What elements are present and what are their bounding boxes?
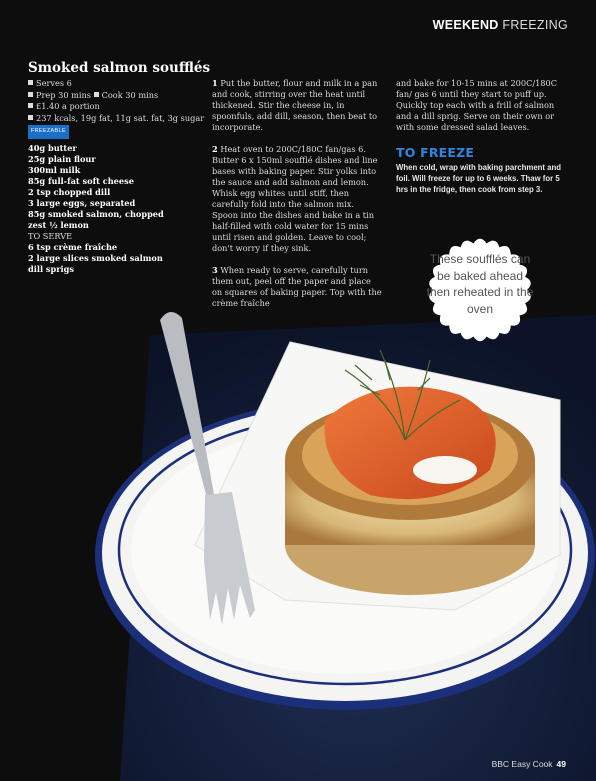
- bullet-icon: [28, 115, 33, 120]
- method-step: 3 When ready to serve, carefully turn them out, peel off the paper and place on squares of baking paper. Top with the crème fraîche: [212, 265, 382, 308]
- method-step-continued: and bake for 10-15 mins at 200C/180C fan/ gas 6 until they start to puff up. Quickly top each with a frill of salmon and a dill sprig. Serve on their own or with some dressed salad leaves.: [396, 78, 557, 132]
- ingredient-item: 2 tsp chopped dill: [28, 187, 111, 197]
- ingredient-item: 85g smoked salmon, chopped: [28, 209, 164, 219]
- bullet-icon: [28, 80, 33, 85]
- serve-item: 2 large slices smoked salmon: [28, 253, 163, 263]
- callout-text: These soufflés can be baked ahead then reheated in the oven: [426, 252, 534, 316]
- freeze-instructions: When cold, wrap with baking parchment and foil. Will freeze for up to 6 weeks. Thaw for 5 hrs in the fridge, then cook from step 3.: [396, 163, 562, 194]
- meta-serves: Serves 6: [28, 78, 204, 90]
- page-number: 49: [556, 759, 566, 769]
- method-step: 1 Put the butter, flour and milk in a pan and cook, stirring over the heat until thickened. Stir the cheese in, in spoonfuls, add dill, season, then beat to incorporate.: [212, 78, 378, 132]
- section-header: [433, 18, 568, 32]
- magazine-name: BBC Easy Cook: [491, 759, 553, 769]
- method-step: 2 Heat oven to 200C/180C fan/gas 6. Butter 6 x 150ml soufflé dishes and line bases with baking paper. Stir yolks into the sauce and add salmon and lemon. Whisk egg whites until stiff, then carefully fold into the salmon mix. Spoon into the dishes and bake in a tin half-filled with cold water for 15 mins until risen and golden. Leave to cool; don't worry if they sink.: [212, 144, 378, 253]
- recipe-meta: [28, 78, 204, 139]
- ingredient-item: 25g plain flour: [28, 154, 96, 164]
- method-column-continued: [396, 78, 568, 195]
- meta-cost: £1.40 a portion: [28, 101, 204, 113]
- serve-item: dill sprigs: [28, 264, 74, 274]
- section-name-bold: WEEKEND: [432, 18, 499, 32]
- ingredient-item: 300ml milk: [28, 165, 81, 175]
- recipe-title: Smoked salmon soufflés: [28, 60, 211, 76]
- ingredient-item: zest ½ lemon: [28, 220, 89, 230]
- meta-times: Prep 30 mins Cook 30 mins: [28, 90, 204, 102]
- ingredient-item: 40g butter: [28, 143, 77, 153]
- ingredient-item: 3 large eggs, separated: [28, 198, 136, 208]
- to-serve-label: TO SERVE: [28, 231, 73, 241]
- ingredient-item: 85g full-fat soft cheese: [28, 176, 134, 186]
- freezable-badge: FREEZABLE: [28, 125, 69, 139]
- method-column: [212, 78, 382, 320]
- bullet-icon: [28, 92, 33, 97]
- section-name-light: FREEZING: [502, 18, 568, 32]
- serve-item: 6 tsp crème fraîche: [28, 242, 118, 252]
- bullet-icon: [28, 103, 33, 108]
- freeze-heading: TO FREEZE: [396, 145, 475, 160]
- bullet-icon: [94, 92, 99, 97]
- ingredients-list: [28, 143, 198, 275]
- meta-nutrition: 237 kcals, 19g fat, 11g sat. fat, 3g sugar: [28, 113, 204, 125]
- page-footer: [492, 759, 566, 769]
